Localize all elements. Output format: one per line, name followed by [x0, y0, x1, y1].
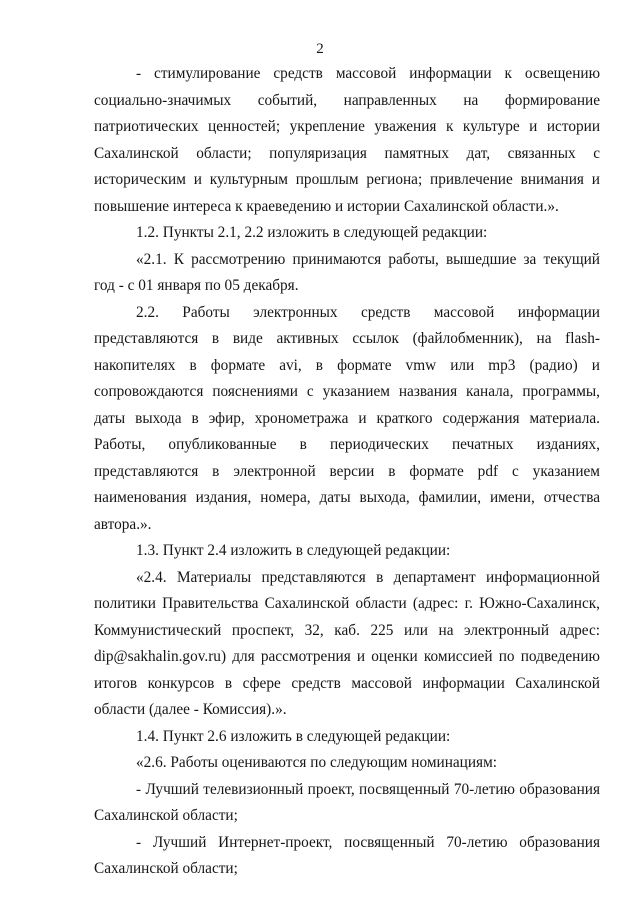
paragraph-9: - Лучший телевизионный проект, посвященный 70-летию образования Сахалинской области; [94, 780, 600, 824]
document-body [94, 61, 600, 883]
paragraph-7: 1.4. Пункт 2.6 изложить в следующей редакции: [136, 727, 451, 745]
paragraph-3: «2.1. К рассмотрению принимаются работы, вышедшие за текущий год - с 01 января по 05 декабря. [94, 250, 600, 294]
paragraph-4: 2.2. Работы электронных средств массовой информации представляются в виде активных ссылок (файлобменник), на flash-накопителях в формате avi, в формате vmw или mp3 (радио) и сопровождаются пояснениями с указанием названия канала, программы, даты выхода в эфир, хронометража и краткого содержания материала. Работы, опубликованные в периодических печатных изданиях, представляются в электронной версии в формате pdf с указанием наименования издания, номера, даты выхода, фамилии, имени, отчества автора.». [94, 303, 600, 533]
paragraph-6: «2.4. Материалы представляются в департамент информационной политики Правительства Сахалинской области (адрес: г. Южно-Сахалинск, Коммунистический проспект, 32, каб. 225 или на электронный адрес: dip@sakhalin.gov.ru) для рассмотрения и оценки комиссией по подведению итогов конкурсов в сфере средств массовой информации Сахалинской области (далее - Комиссия).». [94, 568, 600, 718]
paragraph-8: «2.6. Работы оцениваются по следующим номинациям: [136, 754, 498, 771]
paragraph-5: 1.3. Пункт 2.4 изложить в следующей редакции: [136, 542, 451, 559]
page-number: 2 [316, 41, 324, 57]
paragraph-1: - стимулирование средств массовой информации к освещению социально-значимых событий, направленных на формирование патриотических ценностей; укрепление уважения к культуре и истории Сахалинской области; популяризация памятных дат, связанных с историческим и культурным прошлым региона; привлечение внимания и повышение интереса к краеведению и истории Сахалинской области.». [94, 65, 600, 215]
paragraph-10: - Лучший Интернет-проект, посвященный 70-летию образования Сахалинской области; [94, 833, 600, 877]
paragraph-2: 1.2. Пункты 2.1, 2.2 изложить в следующей редакции: [136, 224, 488, 241]
